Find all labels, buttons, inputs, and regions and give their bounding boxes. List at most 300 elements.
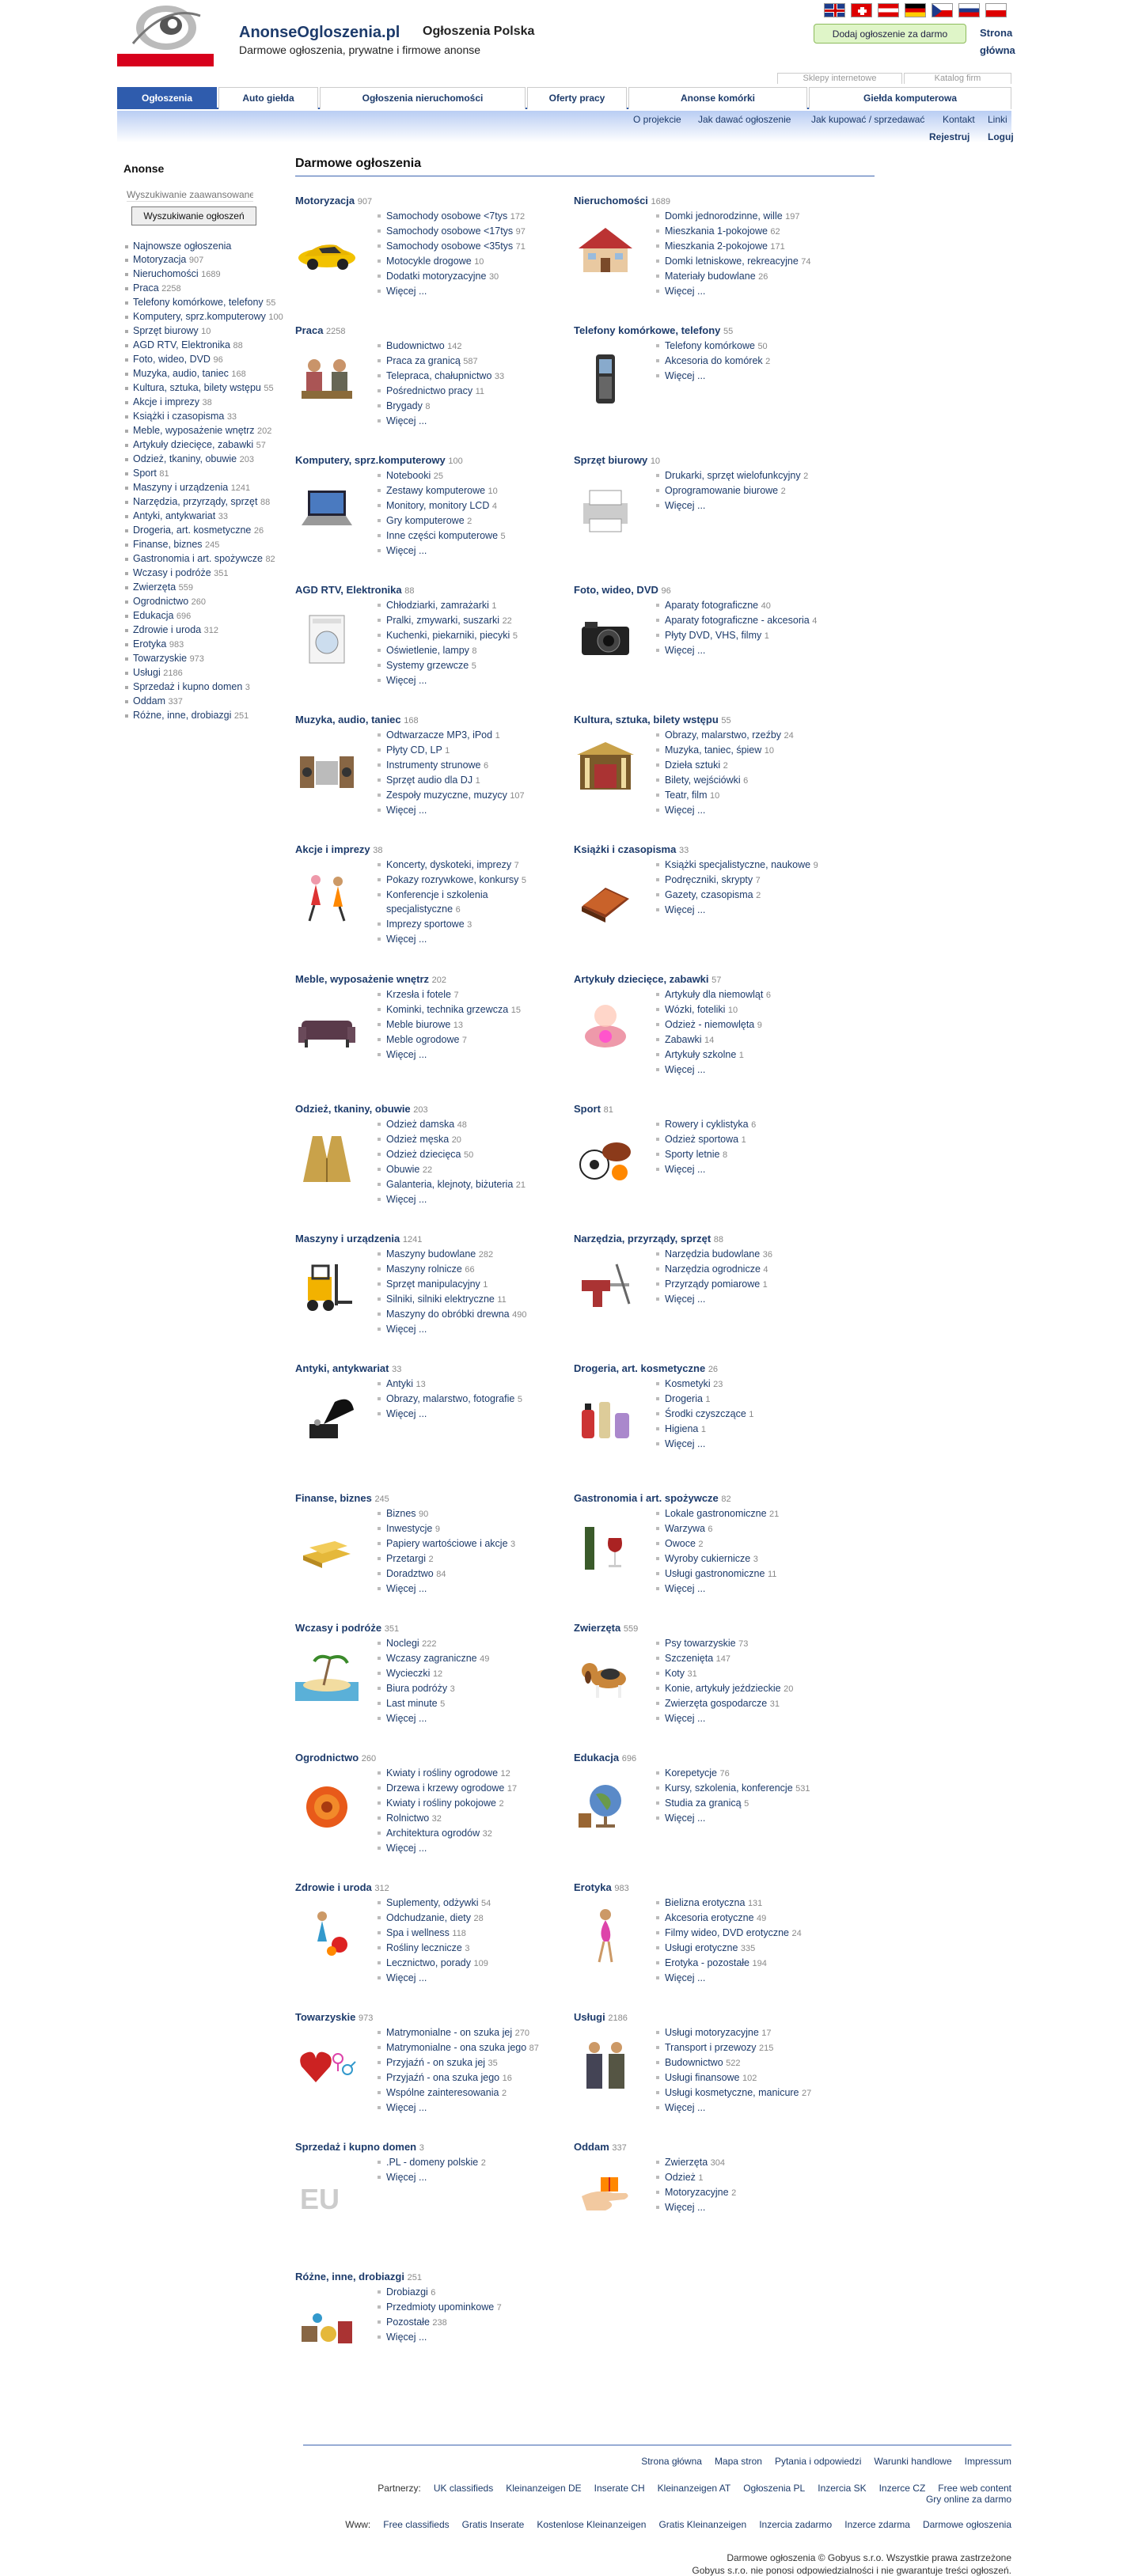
login-link[interactable]: Loguj [988,131,1014,142]
sidebar-item[interactable] [123,381,290,396]
subcategory-item[interactable] [376,613,518,628]
subcategory-item[interactable] [655,1582,779,1596]
subcategory-label[interactable]: Rowery i cyklistyka [665,1119,749,1130]
subcategory-label[interactable]: Więcej ... [386,1713,427,1724]
subcategory-item[interactable] [376,1971,491,1985]
subcategory-item[interactable] [655,2101,811,2115]
partner-link[interactable]: UK classifieds [433,2483,494,2494]
subcategory-item[interactable] [655,1506,779,1521]
subcategory-label[interactable]: Kwiaty i rośliny ogrodowe [386,1767,499,1779]
subcategory-label[interactable]: Usługi erotyczne [665,1942,738,1953]
subcategory-item[interactable] [655,758,794,773]
perfume-icon[interactable] [574,1386,637,1449]
www-link[interactable]: Inzercia zadarmo [759,2519,833,2530]
tab-company-catalog[interactable]: Katalog firm [904,73,1011,84]
sidebar-item[interactable] [123,623,290,638]
subcategory-label[interactable]: Podręczniki, skrypty [665,874,753,885]
subcategory-item[interactable] [376,1941,491,1956]
subcategory-label[interactable]: Zestawy komputerowe [386,485,486,496]
sidebar-item[interactable] [123,267,290,282]
book-icon[interactable] [574,867,637,930]
subcategory-label[interactable]: Akcesoria erotyczne [665,1912,754,1923]
subcategory-label[interactable]: Transport i przewozy [665,2042,757,2053]
category-name[interactable]: AGD RTV, Elektronika [295,584,402,596]
subcategory-label[interactable]: Higiena [665,1423,699,1434]
subcategory-label[interactable]: Doradztwo [386,1568,434,1579]
subcategory-item[interactable] [376,498,506,513]
subcategory-item[interactable] [655,1247,772,1262]
subcategory-label[interactable]: Lokale gastronomiczne [665,1508,767,1519]
subcategory-label[interactable]: Suplementy, odżywki [386,1897,479,1908]
subcategory-label[interactable]: Więcej ... [386,1583,427,1594]
category-name[interactable]: Nieruchomości [574,195,648,206]
subcategory-label[interactable]: Więcej ... [665,1972,706,1983]
subcategory-item[interactable] [376,932,526,946]
subcategory-label[interactable]: Koncerty, dyskoteki, imprezy [386,859,512,870]
hand-icon[interactable] [574,2165,637,2228]
subcategory-item[interactable] [376,1896,491,1911]
subcategory-item[interactable] [376,1262,526,1277]
subcategory-item[interactable] [376,1192,526,1207]
subcategory-item[interactable] [655,239,811,254]
subcategory-label[interactable]: Wózki, foteliki [665,1004,726,1015]
category-title[interactable] [295,1103,428,1115]
subcategory-label[interactable]: Filmy wideo, DVD erotyczne [665,1927,789,1938]
subcategory-label[interactable]: Matrymonialne - ona szuka jego [386,2042,527,2053]
subcategory-label[interactable]: Maszyny do obróbki drewna [386,1309,510,1320]
category-name[interactable]: Sprzęt biurowy [574,454,648,466]
category-name[interactable]: Praca [295,324,324,336]
subcategory-label[interactable]: Systemy grzewcze [386,660,469,671]
pacifier-icon[interactable] [574,997,637,1060]
category-title[interactable] [295,2271,422,2282]
subcategory-item[interactable] [655,1292,772,1306]
flag-sk-icon[interactable] [958,3,980,17]
subcategory-label[interactable]: Instrumenty strunowe [386,760,481,771]
sidebar-item[interactable] [123,680,290,695]
subcategory-item[interactable] [376,399,504,414]
subcategory-item[interactable] [376,773,525,788]
subcategory-label[interactable]: Telepraca, chałupnictwo [386,370,492,381]
eu-icon[interactable] [295,2165,359,2228]
subcategory-item[interactable] [655,987,771,1002]
subnav-about[interactable]: O projekcie [633,114,681,125]
subcategory-label[interactable]: Artykuły szkolne [665,1049,737,1060]
subcategory-label[interactable]: Wyroby cukiernicze [665,1553,751,1564]
subcategory-item[interactable] [376,1307,526,1322]
subcategory-item[interactable] [655,209,811,224]
nav-tab-mobiles[interactable]: Anonse komórki [628,87,807,109]
subcategory-item[interactable] [655,498,808,513]
subcategory-label[interactable]: Zwierzęta [665,2157,708,2168]
category-title[interactable] [295,2011,373,2023]
sidebar-item-label[interactable]: Sprzedaż i kupno domen [133,681,243,692]
category-name[interactable]: Sport [574,1103,601,1115]
subcategory-item[interactable] [655,1681,793,1696]
subcategory-label[interactable]: Samochody osobowe <35tys [386,241,514,252]
wine-icon[interactable] [574,1516,637,1579]
sidebar-item[interactable] [123,240,290,253]
flag-pl-icon[interactable] [985,3,1007,17]
subcategory-item[interactable] [655,873,818,888]
subcategory-item[interactable] [376,254,526,269]
subcategory-label[interactable]: Przetargi [386,1553,427,1564]
sidebar-item-label[interactable]: Drogeria, art. kosmetyczne [133,525,252,536]
subnav-contact[interactable]: Kontakt [943,114,975,125]
subcategory-label[interactable]: Obuwie [386,1164,420,1175]
subcategory-label[interactable]: Antyki [386,1378,414,1389]
partner-link[interactable]: Ogłoszenia PL [743,2483,806,2494]
subcategory-label[interactable]: Kuchenki, piekarniki, piecyki [386,630,510,641]
category-name[interactable]: Ogrodnictwo [295,1752,359,1763]
subcategory-item[interactable] [376,2101,539,2115]
subcategory-item[interactable] [376,544,506,558]
sidebar-item-label[interactable]: Edukacja [133,610,174,621]
subcategory-label[interactable]: Architektura ogrodów [386,1828,480,1839]
subcategory-label[interactable]: Drobiazgi [386,2286,428,2298]
subcategory-item[interactable] [655,369,770,383]
subcategory-label[interactable]: Papiery wartościowe i akcje [386,1538,508,1549]
subcategory-item[interactable] [655,1521,779,1536]
subcategory-item[interactable] [655,613,817,628]
subcategory-item[interactable] [655,2200,736,2214]
category-name[interactable]: Oddam [574,2141,609,2153]
subcategory-label[interactable]: Akcesoria do komórek [665,355,763,366]
category-title[interactable] [574,195,670,206]
subcategory-item[interactable] [376,1377,522,1392]
category-title[interactable] [574,2141,627,2153]
subcategory-label[interactable]: Więcej ... [386,1843,427,1854]
subcategory-label[interactable]: Narzędzia ogrodnicze [665,1263,761,1275]
subcategory-item[interactable] [655,1017,771,1032]
subcategory-item[interactable] [376,1117,526,1132]
subcategory-item[interactable] [376,2330,502,2344]
subcategory-label[interactable]: Sprzęt audio dla DJ [386,775,473,786]
subcategory-label[interactable]: Dzieła sztuki [665,760,721,771]
footer-link[interactable]: Strona główna [641,2456,702,2467]
category-title[interactable] [574,973,721,985]
subcategory-item[interactable] [376,1582,515,1596]
subcategory-item[interactable] [376,414,504,428]
subcategory-label[interactable]: Inne części komputerowe [386,530,499,541]
subcategory-label[interactable]: Notebooki [386,470,431,481]
subcategory-label[interactable]: Więcej ... [386,1408,427,1419]
category-title[interactable] [574,1103,613,1115]
subcategory-label[interactable]: Odzież [665,2172,696,2183]
subcategory-label[interactable]: Więcej ... [665,1813,706,1824]
subcategory-label[interactable]: Teatr, film [665,790,708,801]
subcategory-label[interactable]: Zwierzęta gospodarcze [665,1698,768,1709]
subcategory-label[interactable]: Więcej ... [386,1324,427,1335]
sidebar-item[interactable] [123,566,290,581]
subcategory-label[interactable]: Rolnictwo [386,1813,430,1824]
subcategory-label[interactable]: Płyty DVD, VHS, filmy [665,630,762,641]
site-logo[interactable] [117,0,214,68]
subcategory-label[interactable]: Samochody osobowe <7tys [386,210,508,222]
subcategory-item[interactable] [376,2025,539,2040]
subcategory-item[interactable] [376,1781,517,1796]
subcategory-item[interactable] [655,1002,771,1017]
sidebar-item[interactable] [123,595,290,609]
category-name[interactable]: Artykuły dziecięce, zabawki [574,973,709,985]
sidebar-item-label[interactable]: Narzędzia, przyrządy, sprzęt [133,496,258,507]
subcategory-label[interactable]: Pośrednictwo pracy [386,385,473,396]
subcategory-label[interactable]: Meble biurowe [386,1019,451,1030]
subcategory-label[interactable]: Konie, artykuły jeździeckie [665,1683,781,1694]
subcategory-label[interactable]: Odzież dziecięca [386,1149,461,1160]
category-title[interactable] [295,1233,422,1244]
category-title[interactable] [295,1752,376,1763]
subcategory-label[interactable]: Odzież - niemowlęta [665,1019,755,1030]
subcategory-label[interactable]: Wspólne zainteresowania [386,2087,499,2098]
subcategory-label[interactable]: Motocykle drogowe [386,256,472,267]
subcategory-label[interactable]: Drzewa i krzewy ogrodowe [386,1782,505,1794]
sidebar-item-label[interactable]: Zdrowie i uroda [133,624,202,635]
category-name[interactable]: Odzież, tkaniny, obuwie [295,1103,411,1115]
subcategory-item[interactable] [655,1711,793,1726]
subcategory-item[interactable] [655,1911,802,1926]
www-link[interactable]: Free classifieds [383,2519,450,2530]
subcategory-item[interactable] [376,1796,517,1811]
subcategory-label[interactable]: Więcej ... [665,1164,706,1175]
subcategory-label[interactable]: Aparaty fotograficzne - akcesoria [665,615,810,626]
sidebar-item[interactable] [123,524,290,538]
subcategory-label[interactable]: Więcej ... [386,1972,427,1983]
subcategory-item[interactable] [655,1162,756,1176]
subcategory-label[interactable]: Biznes [386,1508,416,1519]
category-name[interactable]: Towarzyskie [295,2011,356,2023]
subcategory-item[interactable] [655,903,818,917]
partner-link[interactable]: Inzerce CZ [878,2483,926,2494]
subcategory-item[interactable] [376,1407,522,1421]
sidebar-item-label[interactable]: Artykuły dziecięce, zabawki [133,439,254,450]
subcategory-item[interactable] [655,598,817,613]
tab-online-shops[interactable]: Sklepy internetowe [777,73,902,84]
subcategory-item[interactable] [655,1262,772,1277]
subcategory-label[interactable]: Obrazy, malarstwo, fotografie [386,1393,515,1404]
sidebar-item[interactable] [123,538,290,552]
subcategory-item[interactable] [655,1032,771,1047]
category-title[interactable] [295,1492,389,1504]
subcategory-label[interactable]: Przyjaźń - on szuka jej [386,2057,486,2068]
www-link[interactable]: Gratis Inserate [461,2519,525,2530]
subcategory-label[interactable]: specjalistyczne [386,903,453,915]
subcategory-item[interactable] [655,1147,756,1162]
footer-link[interactable]: Pytania i odpowiedzi [774,2456,862,2467]
subcategory-label[interactable]: Kwiaty i rośliny pokojowe [386,1798,496,1809]
subcategory-item[interactable] [376,1032,521,1047]
subcategory-item[interactable] [655,1651,793,1666]
subcategory-label[interactable]: Lecznictwo, porady [386,1957,472,1968]
category-title[interactable] [295,1622,399,1634]
subcategory-label[interactable]: Artykuły dla niemowląt [665,989,764,1000]
balls-icon[interactable] [574,1127,637,1190]
subcategory-item[interactable] [376,1926,491,1941]
sidebar-item-label[interactable]: Antyki, antykwariat [133,510,216,521]
partner-link[interactable]: Kleinanzeigen DE [506,2483,582,2494]
subcategory-label[interactable]: Owoce [665,1538,696,1549]
subcategory-item[interactable] [655,728,794,743]
subcategory-item[interactable] [376,1911,491,1926]
subcategory-item[interactable] [655,1392,753,1407]
subcategory-item[interactable] [655,643,817,657]
subcategory-item[interactable] [655,1926,802,1941]
subcategory-item[interactable] [376,987,521,1002]
subcategory-label[interactable]: Usługi kosmetyczne, manicure [665,2087,799,2098]
subcategory-label[interactable]: Przyrządy pomiarowe [665,1279,761,1290]
subcategory-label[interactable]: Korepetycje [665,1767,718,1779]
subcategory-item[interactable] [376,1132,526,1147]
subcategory-item[interactable] [655,1636,793,1651]
subcategory-item[interactable] [376,2040,539,2055]
flag-at-icon[interactable] [878,3,899,17]
category-title[interactable] [295,324,346,336]
subcategory-item[interactable] [376,1566,515,1582]
home-link[interactable]: Strona główna [980,27,1015,56]
subcategory-item[interactable] [376,1651,489,1666]
subcategory-label[interactable]: Narzędzia budowlane [665,1248,761,1260]
subcategory-label[interactable]: Więcej ... [386,1049,427,1060]
subcategory-item[interactable] [376,483,506,498]
sidebar-item[interactable] [123,453,290,467]
sidebar-item[interactable] [123,666,290,680]
subcategory-label[interactable]: Muzyka, taniec, śpiew [665,744,762,756]
subcategory-label[interactable]: Więcej ... [665,370,706,381]
subcategory-label[interactable]: Rośliny lecznicze [386,1942,462,1953]
subcategory-item[interactable] [376,888,526,902]
subcategory-label[interactable]: Praca za granicą [386,355,461,366]
subcategory-item[interactable] [655,1277,772,1292]
subcategory-item[interactable] [376,643,518,658]
subcategory-label[interactable]: Kominki, technika grzewcza [386,1004,509,1015]
sidebar-item-label[interactable]: Wczasy i podróże [133,567,211,578]
category-name[interactable]: Komputery, sprz.komputerowy [295,454,446,466]
category-name[interactable]: Antyki, antykwariat [295,1362,389,1374]
subcategory-label[interactable]: Biura podróży [386,1683,448,1694]
subcategory-item[interactable] [655,224,811,239]
category-title[interactable] [295,1881,389,1893]
sidebar-item-label[interactable]: Motoryzacja [133,254,187,265]
subcategory-item[interactable] [376,513,506,528]
subcategory-item[interactable] [655,1047,771,1063]
subcategory-item[interactable] [655,788,794,803]
category-name[interactable]: Książki i czasopisma [574,843,677,855]
subcategory-label[interactable]: Wycieczki [386,1668,431,1679]
category-name[interactable]: Zwierzęta [574,1622,621,1634]
workers-icon[interactable] [295,348,359,411]
category-name[interactable]: Wczasy i podróże [295,1622,382,1634]
category-name[interactable]: Narzędzia, przyrządy, sprzęt [574,1233,711,1244]
house-icon[interactable] [574,218,637,282]
subcategory-item[interactable] [376,354,504,369]
subcategory-label[interactable]: Bielizna erotyczna [665,1897,746,1908]
subcategory-item[interactable] [655,468,808,483]
footer-link[interactable]: Warunki handlowe [874,2456,952,2467]
sidebar-item-label[interactable]: Maszyny i urządzenia [133,482,229,493]
category-name[interactable]: Finanse, biznes [295,1492,372,1504]
category-title[interactable] [295,195,372,206]
subcategory-label[interactable]: Odzież sportowa [665,1134,739,1145]
subcategory-item[interactable] [376,1551,515,1566]
www-link[interactable]: Darmowe ogłoszenia [922,2519,1011,2530]
subcategory-label[interactable]: Książki specjalistyczne, naukowe [665,859,811,870]
subcategory-item[interactable] [655,1437,753,1451]
sidebar-item-label[interactable]: Różne, inne, drobiazgi [133,710,232,721]
subcategory-item[interactable] [655,269,811,284]
subcategory-item[interactable] [376,2070,539,2085]
subcategory-label[interactable]: Budownictwo [665,2057,723,2068]
subcategory-label[interactable]: Koty [665,1668,685,1679]
subcategory-item[interactable] [376,1247,526,1262]
jacket-icon[interactable] [295,1127,359,1190]
forklift-icon[interactable] [295,1256,359,1320]
subcategory-item[interactable] [655,2185,736,2200]
site-title[interactable]: AnonseOgloszenia.pl [239,24,400,41]
subcategory-label[interactable]: Więcej ... [386,286,427,297]
subcategory-item[interactable] [655,1422,753,1437]
sidebar-item[interactable] [123,510,290,524]
subcategory-item[interactable] [655,1377,753,1392]
subcategory-label[interactable]: Konferencje i szkolenia [386,889,488,900]
globe-icon[interactable] [574,1775,637,1839]
subcategory-label[interactable]: Drukarki, sprzęt wielofunkcyjny [665,470,801,481]
subcategory-label[interactable]: Budownictwo [386,340,445,351]
subnav-links[interactable]: Linki [988,114,1007,125]
subcategory-item[interactable] [376,1826,517,1841]
sidebar-item[interactable] [123,353,290,367]
partner-link[interactable]: Kleinanzeigen AT [657,2483,731,2494]
subcategory-label[interactable]: Silniki, silniki elektryczne [386,1294,495,1305]
sidebar-item[interactable] [123,467,290,481]
subcategory-label[interactable]: Więcej ... [386,2332,427,2343]
subcategory-label[interactable]: Odchudzanie, diety [386,1912,472,1923]
subnav-how-to-post[interactable]: Jak dawać ogłoszenie [698,114,791,125]
subcategory-item[interactable] [376,384,504,399]
subcategory-item[interactable] [655,2055,811,2070]
subcategory-label[interactable]: Odzież damska [386,1119,455,1130]
subcategory-item[interactable] [655,1956,802,1971]
subcategory-label[interactable]: Więcej ... [665,904,706,915]
gramophone-icon[interactable] [295,1386,359,1449]
category-title[interactable] [574,1622,638,1634]
subcategory-item[interactable] [655,1941,802,1956]
subcategory-item[interactable] [655,1063,771,1077]
subcategory-item[interactable] [655,1132,756,1147]
www-link[interactable]: Inzerce zdarma [844,2519,910,2530]
subcategory-label[interactable]: Więcej ... [386,805,427,816]
subcategory-label[interactable]: Chłodziarki, zamrażarki [386,600,489,611]
sidebar-item[interactable] [123,296,290,310]
subcategory-item[interactable] [655,628,817,643]
subcategory-item[interactable] [655,339,770,354]
subcategory-item[interactable] [376,339,504,354]
sidebar-item[interactable] [123,424,290,438]
footer-link[interactable]: Mapa stron [714,2456,762,2467]
subcategory-item[interactable] [655,1407,753,1422]
subcategory-item[interactable] [376,673,518,688]
nav-tab-ads[interactable]: Ogłoszenia [117,87,217,109]
sidebar-item-label[interactable]: Zwierzęta [133,581,176,593]
category-name[interactable]: Drogeria, art. kosmetyczne [574,1362,706,1374]
subcategory-item[interactable] [376,858,526,873]
subcategory-label[interactable]: Maszyny budowlane [386,1248,476,1260]
subcategory-label[interactable]: Więcej ... [665,1713,706,1724]
subcategory-item[interactable] [376,1536,515,1551]
subcategory-item[interactable] [376,1292,526,1307]
subcategory-item[interactable] [376,209,526,224]
category-title[interactable] [295,714,419,725]
nav-tab-real-estate[interactable]: Ogłoszenia nieruchomości [320,87,526,109]
